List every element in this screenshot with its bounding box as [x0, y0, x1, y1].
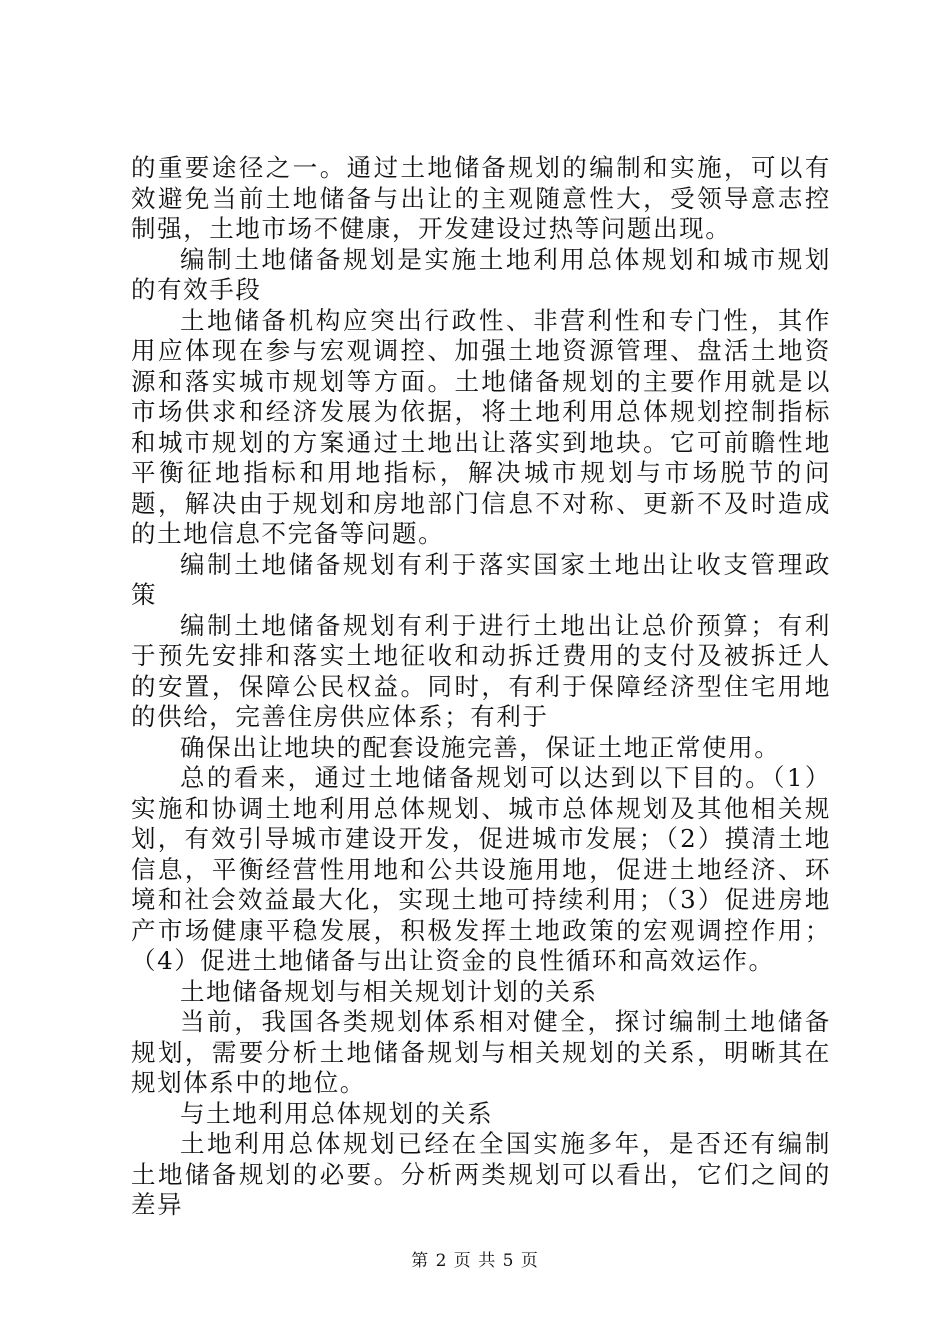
heading-revenue-policy: 编制土地储备规划有利于落实国家土地出让收支管理政策 — [131, 549, 831, 609]
paragraph-2: 土地储备机构应突出行政性、非营利性和专门性，其作用应体现在参与宏观调控、加强土地资源管理、盘活土地资源和落实城市规划等方面。土地储备规划的主要作用就是以市场供求和经济发展为依据，将土地利用总体规划控制指标和城市规划的方案通过土地出让落实到地块。它可前瞻性地平衡征地指标和用地指标，解决城市规划与市场脱节的问题，解决由于规划和房地部门信息不对称、更新不及时造成的土地信息不完备等问题。 — [131, 305, 831, 548]
heading-land-use-plan: 与土地利用总体规划的关系 — [180, 1098, 494, 1128]
paragraph-6: 当前，我国各类规划体系相对健全，探讨编制土地储备规划，需要分析土地储备规划与相关规划的关系，明晰其在规划体系中的地位。 — [131, 1007, 831, 1097]
page-number-footer: 第 2 页 共 5 页 — [411, 1251, 539, 1271]
paragraph-1: 的重要途径之一。通过土地储备规划的编制和实施，可以有效避免当前土地储备与出让的主观随意性大，受领导意志控制强，土地市场不健康，开发建设过热等问题出现。 — [131, 153, 831, 243]
paragraph-7: 土地利用总体规划已经在全国实施多年，是否还有编制土地储备规划的必要。分析两类规划可以看出，它们之间的差异 — [131, 1129, 831, 1219]
paragraph-3: 编制土地储备规划有利于进行土地出让总价预算；有利于预先安排和落实土地征收和动拆迁费用的支付及被拆迁人的安置，保障公民权益。同时，有利于保障经济型住宅用地的供给，完善住房供应体系；有利于 — [131, 610, 831, 731]
paragraph-5: 总的看来，通过土地储备规划可以达到以下目的。（1）实施和协调土地利用总体规划、城市总体规划及其他相关规划，有效引导城市建设开发，促进城市发展；（2）摸清土地信息，平衡经营性用地和公共设施用地，促进土地经济、环境和社会效益最大化，实现土地可持续利用；（3）促进房地产市场健康平稳发展，积极发挥土地政策的宏观调控作用；（4）促进土地储备与出让资金的良性循环和高效运作。 — [131, 763, 831, 975]
heading-related-plans: 土地储备规划与相关规划计划的关系 — [180, 976, 598, 1006]
heading-planning-tool: 编制土地储备规划是实施土地利用总体规划和城市规划的有效手段 — [131, 244, 831, 304]
paragraph-4: 确保出让地块的配套设施完善，保证土地正常使用。 — [180, 732, 781, 762]
document-body — [131, 153, 831, 1221]
